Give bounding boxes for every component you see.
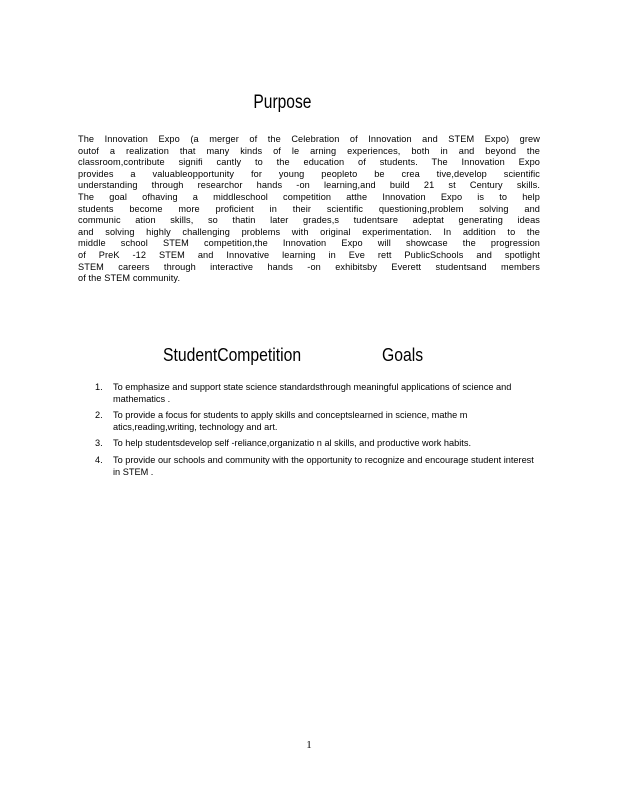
goals-heading xyxy=(163,344,424,366)
paragraph-line: of PreK -12 STEM and Innovative learning in Eve rett PublicSchools and spotlight xyxy=(78,249,540,260)
list-item-text: To help studentsdevelop self -reliance,organizatio n al skills, and productive work habits. xyxy=(113,438,471,449)
paragraph-line: STEM careers through interactive hands -on exhibitsby Everett studentsand members xyxy=(78,261,540,272)
goals-heading-part1: StudentCompetition xyxy=(163,344,302,365)
page-number: 1 xyxy=(306,739,312,751)
goals-list xyxy=(95,382,537,483)
paragraph-line: classroom,contribute signifi cantly to the education of students. The Innovation Expo xyxy=(78,157,540,168)
list-item xyxy=(95,455,537,478)
list-item-number: 2. xyxy=(95,410,103,421)
paragraph-line: The Innovation Expo (a merger of the Celebration of Innovation and STEM Expo) grew xyxy=(78,134,540,144)
list-item-text: To emphasize and support state science standardsthrough meaningful applications of science and mathematics . xyxy=(113,382,512,404)
list-item-text: To provide a focus for students to apply skills and conceptslearned in science, mathe m atics,reading,writing, technology and art. xyxy=(113,410,468,432)
paragraph-line: provides a valuableopportunity for young peopleto be crea tive,develop scientific xyxy=(78,168,540,179)
list-item-text: To provide our schools and community with the opportunity to recognize and encourage student interest in STEM . xyxy=(113,454,534,477)
list-item-number: 3. xyxy=(95,438,103,449)
paragraph-line: middle school STEM competition,the Innovation Expo will showcase the progression xyxy=(78,238,540,249)
paragraph-line: of the STEM community. xyxy=(78,273,181,284)
paragraph-line: communic ation skills, so thatin later grades,s tudentsare adeptat generating ideas xyxy=(78,215,540,226)
paragraph-line: The goal ofhaving a middleschool competition atthe Innovation Expo is to help xyxy=(78,191,540,202)
list-item-number: 4. xyxy=(95,454,103,465)
list-item xyxy=(95,410,537,433)
list-item xyxy=(95,438,537,450)
goals-heading-part2: Goals xyxy=(381,344,424,365)
paragraph-line: and solving highly challenging problems with original experimentation. In addition to the xyxy=(78,226,540,237)
list-item-number: 1. xyxy=(95,382,103,392)
paragraph-line: outof a realization that many kinds of le arning experiences, both in and beyond the xyxy=(78,145,540,156)
purpose-paragraph xyxy=(78,134,540,285)
paragraph-line: understanding through researchor hands -on learning,and build 21 st Century skills. xyxy=(78,180,540,191)
list-item xyxy=(95,382,537,405)
purpose-heading: Purpose xyxy=(253,92,312,113)
paragraph-line: students become more proficient in their scientific questioning,problem solving and xyxy=(78,203,540,214)
